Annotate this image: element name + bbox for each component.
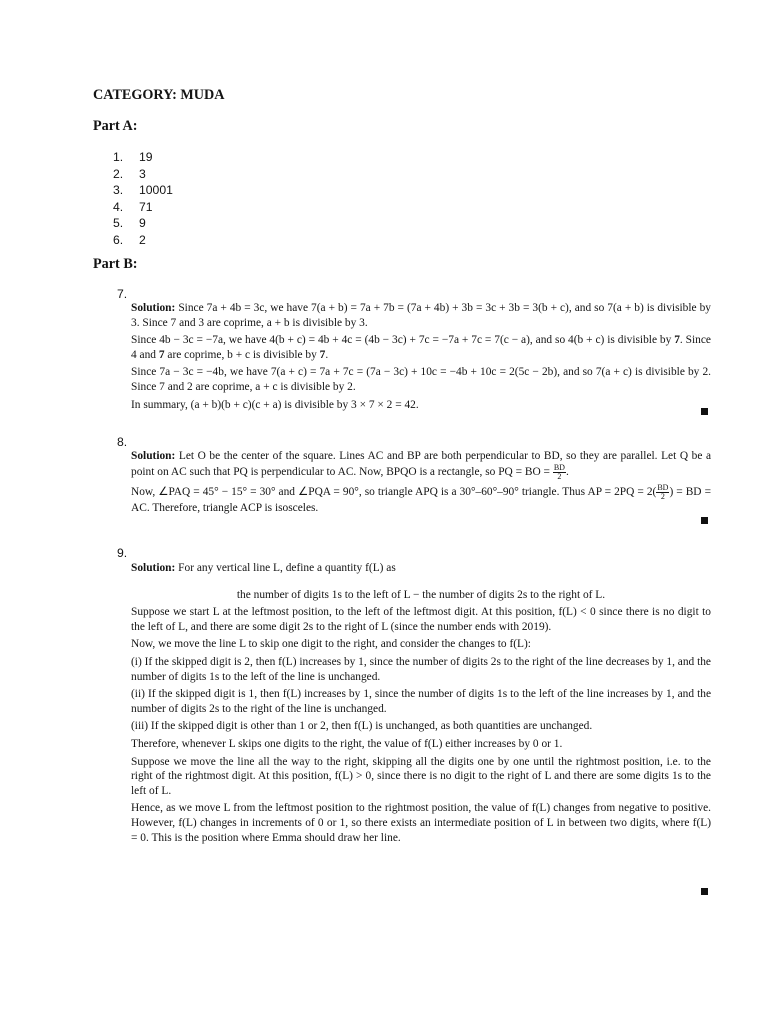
fraction (553, 464, 566, 481)
qed-square-icon (701, 888, 708, 895)
answer-item (113, 166, 173, 183)
solution-paragraph (131, 365, 711, 394)
bold-number: 7 (674, 334, 680, 347)
solution-text: are coprime, b + c is divisible by (164, 348, 320, 361)
solution-paragraph: Suppose we move the line all the way to the right, skipping all the digits one by one until the rightmost position, i.e. to the right of the rightmost digit. At this position, f(L) > 0, since there is no digit to the right of L and there are some digits 1s to the left of L. (131, 755, 711, 797)
answer-number: 1. (113, 150, 124, 164)
definition-line: the number of digits 1s to the left of L − the number of digits 2s to the right of L. (236, 588, 606, 601)
answer-item (113, 232, 173, 249)
answer-item (113, 182, 173, 199)
fraction (656, 484, 669, 501)
answer-item (113, 199, 173, 216)
bold-number: 7 (319, 348, 326, 361)
answer-value: 2 (139, 232, 146, 247)
qed-square-icon (701, 408, 708, 415)
solution-text: . (325, 348, 329, 361)
answer-number: 4. (113, 199, 124, 214)
solution-paragraph: (ii) If the skipped digit is 1, then f(L) increases by 1, since the number of digits 1s to the left of the line increases by 1, and the number of digits 2s to the right of the line is unchanged. (131, 688, 711, 715)
solution-text: Since 7a + 4b = 3c, we have 7(a + b) = 7a + 7b = (7a + 4b) + 3b = 3c + 3b = 3(b + c), and so 7(a + b) is divisible by 3. Since 7 and 3 are coprime, a + b is divisible by 3. (131, 302, 711, 329)
answer-value: 9 (139, 216, 146, 231)
fraction-denominator: 2 (660, 491, 665, 501)
part-b-heading: Part B: (93, 256, 138, 272)
question-7-number: 7. (117, 287, 128, 301)
qed-square-icon (701, 517, 708, 524)
solution-paragraph: Now, we move the line L to skip one digit to the right, and consider the changes to f(L): (131, 638, 531, 651)
answer-number: 5. (113, 216, 124, 231)
answer-value: 10001 (139, 183, 173, 198)
solution-paragraph (131, 398, 711, 413)
solution-text: In summary, (a + b)(b + c)(c + a) is divisible by 3 × 7 × 2 = 42. (131, 398, 419, 411)
solution-text: Since 7a − 3c = −4b, we have 7(a + c) = 7a + 7c = (7a − 3c) + 10c = −4b + 10c = 2(5c − 2b), and so 7(a + c) is divisible by 2. Since 7 and 2 are coprime, a + c is divisible by 2. (131, 366, 711, 393)
bold-number: 7 (158, 348, 165, 361)
solution-paragraph: Suppose we start L at the leftmost position, to the left of the leftmost digit. At this position, f(L) < 0 since there is no digit to the left of L, and there are some digit 2s to the right of L (since the number ends with 2019). (131, 606, 711, 633)
question-8-number: 8. (117, 435, 128, 449)
solution-text: For any vertical line L, define a quantity f(L) as (178, 562, 396, 574)
part-a-answer-list (113, 149, 173, 249)
solution-label: Solution: (131, 450, 176, 462)
solution-text: . Since 4 and (131, 334, 711, 361)
solution-paragraph: Therefore, whenever L skips one digits to the right, the value of f(L) either increases by 0 or 1. (131, 737, 563, 750)
answer-number: 6. (113, 232, 124, 247)
solution-paragraph: (i) If the skipped digit is 2, then f(L) increases by 1, since the number of digits 2s to the right of the line decreases by 1, and the number of digits 1s to the left of the line is unchanged. (131, 655, 711, 683)
answer-item (113, 149, 173, 166)
answer-value: 3 (139, 166, 146, 181)
question-9-number: 9. (117, 546, 128, 560)
answer-value: 19 (139, 150, 153, 164)
solution-text: . (565, 465, 569, 478)
answer-item (113, 215, 173, 232)
solution-paragraph (131, 301, 711, 330)
fraction-numerator: BD (553, 462, 565, 472)
solution-text: ) = BD = AC. Therefore, triangle ACP is isosceles. (131, 485, 711, 514)
question-9-solution (131, 561, 711, 845)
fraction-numerator: BD (657, 482, 669, 492)
solution-paragraph: Hence, as we move L from the leftmost position to the rightmost position, the value of f(L) changes from negative to positive. However, f(L) changes in increments of 0 or 1, so there exists an intermediate position of L in between two digits, where f(L) = 0. This is the position where Emma should draw her line. (131, 802, 711, 844)
solution-paragraph (131, 449, 711, 481)
solution-label: Solution: (131, 562, 176, 574)
part-a-heading: Part A: (93, 118, 138, 134)
question-7-solution (131, 301, 711, 412)
solution-paragraph: (iii) If the skipped digit is other than 1 or 2, then f(L) is unchanged, as both quantities are unchanged. (131, 720, 593, 733)
solution-paragraph (131, 333, 711, 362)
solution-text: Let O be the center of the square. Lines AC and BP are both perpendicular to BD, so they are parallel. Let Q be a point on AC such that PQ is perpendicular to AC. Now, BPQO is a rectangle, so PQ = BO = (131, 450, 711, 478)
answer-number: 2. (113, 166, 124, 181)
solution-text: Since 4b − 3c = −7a, we have 4(b + c) = 4b + 4c = (4b − 3c) + 7c = −7a + 7c = 7(c − a), and so 4(b + c) is divisible by (131, 334, 675, 347)
solution-paragraph (131, 561, 711, 576)
solution-paragraph (131, 484, 711, 516)
solution-label: Solution: (131, 302, 176, 314)
solution-text: Now, ∠PAQ = 45° − 15° = 30° and ∠PQA = 90°, so triangle APQ is a 30°–60°–90° triangle. Thus AP = 2PQ = 2( (131, 485, 657, 498)
answer-number: 3. (113, 183, 124, 198)
category-heading: CATEGORY: MUDA (93, 87, 225, 103)
fraction-denominator: 2 (557, 471, 562, 481)
answer-value: 71 (139, 199, 153, 214)
question-8-solution (131, 449, 711, 515)
